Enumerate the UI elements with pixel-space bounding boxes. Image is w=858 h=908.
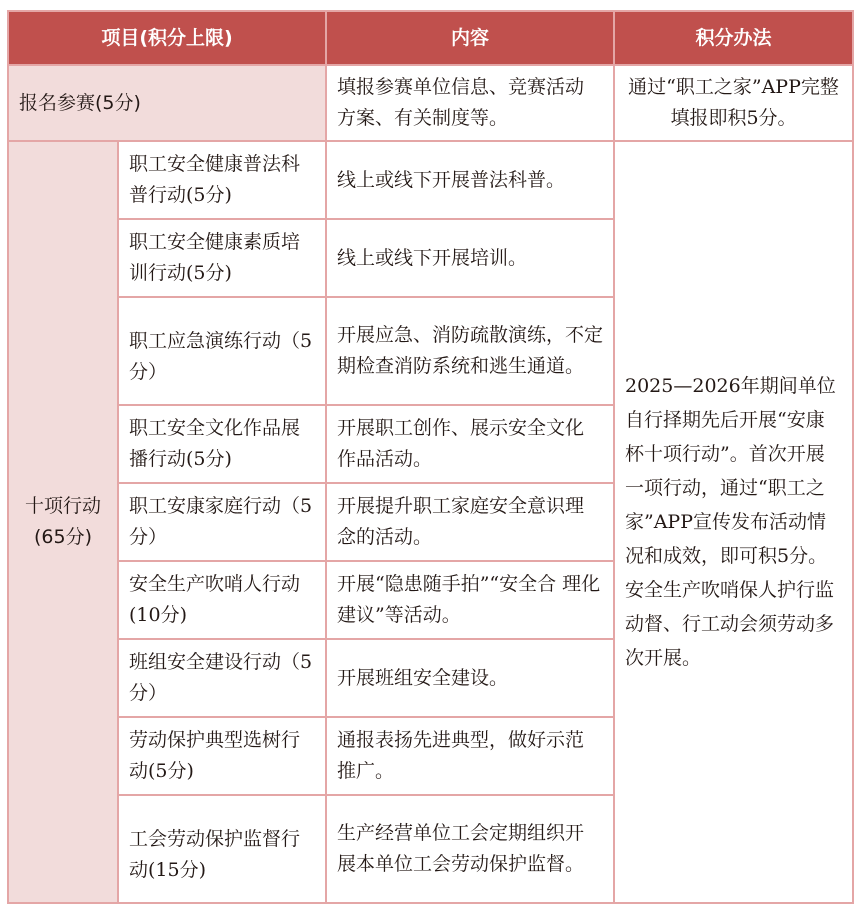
- action-item: 班组安全建设行动（5分）: [118, 639, 326, 717]
- signup-content: 填报参赛单位信息、竞赛活动 方案、有关制度等。: [326, 65, 614, 141]
- signup-method: 通过“职工之家”APP完整填报即积5分。: [614, 65, 853, 141]
- action-content: 开展“隐患随手拍”“安全合 理化建议”等活动。: [326, 561, 614, 639]
- action-item: 职工安全文化作品展播行动(5分): [118, 405, 326, 483]
- signup-row: [8, 65, 853, 141]
- action-content: 开展班组安全建设。: [326, 639, 614, 717]
- header-row: [8, 11, 853, 65]
- action-content: 开展提升职工家庭安全意识理 念的活动。: [326, 483, 614, 561]
- header-item: 项目(积分上限): [8, 11, 326, 65]
- action-content: 开展应急、消防疏散演练，不定 期检查消防系统和逃生通道。: [326, 297, 614, 405]
- ten-actions-category: [8, 141, 118, 903]
- scoring-table: [7, 10, 854, 904]
- signup-item: 报名参赛(5分): [8, 65, 326, 141]
- action-content: 线上或线下开展培训。: [326, 219, 614, 297]
- action-content: 线上或线下开展普法科普。: [326, 141, 614, 219]
- action-item: 职工应急演练行动（5分）: [118, 297, 326, 405]
- action-item: 工会劳动保护监督行动(15分): [118, 795, 326, 903]
- ten-actions-category-title: 十项行动: [24, 495, 101, 517]
- ten-actions-category-points: (65分): [33, 526, 92, 548]
- action-content: 生产经营单位工会定期组织开 展本单位工会劳动保护监督。: [326, 795, 614, 903]
- action-item: 职工安全健康素质培训行动(5分): [118, 219, 326, 297]
- action-content: 开展职工创作、展示安全文化 作品活动。: [326, 405, 614, 483]
- action-item: 安全生产吹哨人行动(10分): [118, 561, 326, 639]
- action-item: 职工安康家庭行动（5分）: [118, 483, 326, 561]
- action-item: 职工安全健康普法科普行动(5分): [118, 141, 326, 219]
- table-row: [8, 141, 853, 219]
- action-item: 劳动保护典型选树行动(5分): [118, 717, 326, 795]
- header-content: 内容: [326, 11, 614, 65]
- action-content: 通报表扬先进典型，做好示范 推广。: [326, 717, 614, 795]
- header-method: 积分办法: [614, 11, 853, 65]
- ten-actions-method: 2025—2026年期间单位自行择期先后开展“安康杯十项行动”。首次开展一项行动，通过“职工之家”APP宣传发布活动情况和成效，即可积5分。安全生产吹哨保人护行监动督、行工动会须劳动多次开展。: [614, 141, 853, 903]
